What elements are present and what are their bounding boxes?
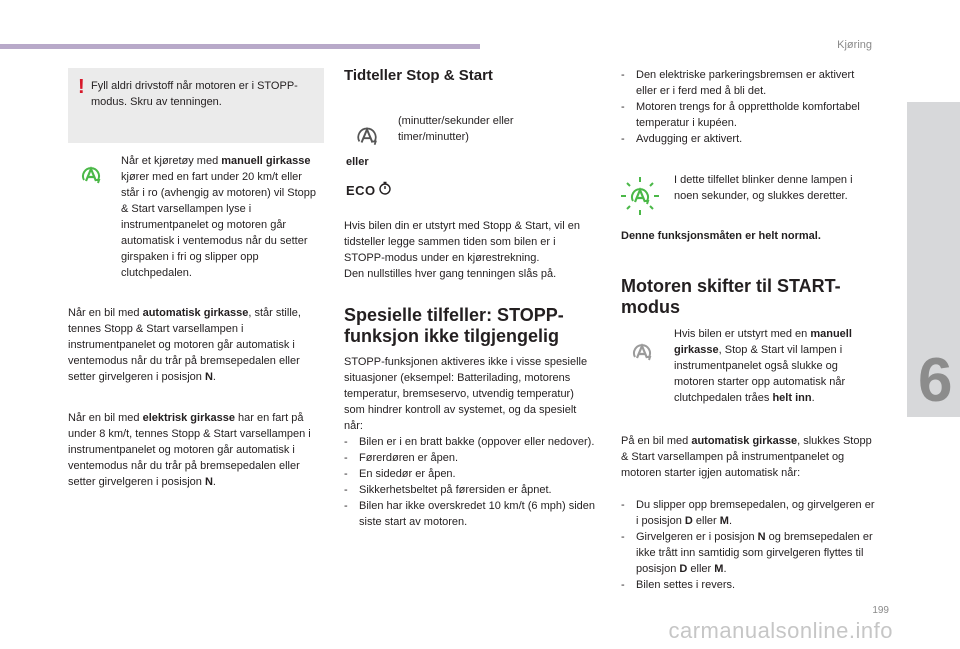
heading-special-cases: Spesielle tilfeller: STOPP-funksjon ikke tilgjengelig	[344, 305, 564, 346]
list-item: - Bilen er i en bratt bakke (oppover eller nedover).	[344, 434, 596, 450]
counter-format-note: (minutter/sekunder eller timer/minutter)	[398, 115, 514, 143]
special-cases-list	[344, 434, 596, 530]
normal-behaviour-note: Denne funksjonsmåten er helt normal.	[621, 230, 821, 242]
stop-start-green-icon	[80, 165, 102, 185]
list-item: - Girvelgeren er i posisjon N og bremsepedalen er ikke trått inn samtidig som girvelgeren flyttes til posisjon D eller M.	[621, 529, 876, 577]
list-item: - Sikkerhetsbeltet på førersiden er åpnet.	[344, 482, 596, 498]
counter-description	[344, 218, 596, 282]
warning-box	[68, 68, 324, 143]
heading-start-mode: Motoren skifter til START-modus	[621, 276, 841, 317]
header-accent-bar	[0, 44, 480, 49]
manual-gearbox-paragraph: Når et kjøretøy med manuell girkasse kjører med en fart under 20 km/t eller står i ro (avhengig av motoren) vil Stopp & Start varsellampen lyse i instrumentpanelet og motoren går automatisk i ventemodus når du setter girspaken i fri og slipper opp clutchpedalen.	[121, 155, 317, 279]
section-title: Kjøring	[837, 39, 872, 51]
exclamation-icon: !	[78, 76, 85, 98]
page-number: 199	[872, 605, 889, 616]
counter-paragraph-2: Den nullstilles hver gang tenningen slås på.	[344, 268, 557, 280]
list-item: - Førerdøren er åpen.	[344, 450, 596, 466]
list-item: - Den elektriske parkeringsbremsen er aktivert eller er i ferd med å bli det.	[621, 67, 876, 99]
list-item: - Avdugging er aktivert.	[621, 131, 876, 147]
stopwatch-icon	[378, 181, 392, 200]
list-item: - En sidedør er åpen.	[344, 466, 596, 482]
counter-paragraph-1: Hvis bilen din er utstyrt med Stopp & Start, vil en tidsteller legge sammen tiden som bilen er i STOPP-modus under en kjørestrekning.	[344, 220, 580, 264]
electric-gearbox-paragraph: Når en bil med elektrisk girkasse har en fart på under 8 km/t, tennes Stopp & Start varsellampen i instrumentpanelet og motoren går automatisk i ventemodus når du trår på bremsepedalen eller setter girvelgeren i posisjon N.	[68, 412, 311, 488]
list-item: - Du slipper opp bremsepedalen, og girvelgeren er i posisjon D eller M.	[621, 497, 876, 529]
stop-start-blinking-icon	[620, 176, 660, 216]
eller-label: eller	[346, 156, 369, 168]
blink-note: I dette tilfellet blinker denne lampen i noen sekunder, og slukkes deretter.	[674, 174, 853, 202]
start-mode-auto-intro: På en bil med automatisk girkasse, slukkes Stopp & Start varsellampen på instrumentpanelet og motoren starter igjen automatisk når:	[621, 435, 872, 479]
stop-start-off-icon	[631, 342, 653, 362]
stop-start-grey-icon	[355, 125, 379, 147]
list-item: - Bilen settes i revers.	[621, 577, 876, 593]
start-mode-manual-paragraph: Hvis bilen er utstyrt med en manuell girkasse, Stop & Start vil lampen i instrumentpanelet også slukke og motoren starter opp automatisk når clutchpedalen tråes helt inn.	[674, 328, 852, 404]
special-cases-list-continued	[621, 67, 876, 147]
eco-indicator	[346, 181, 392, 200]
eco-label: ECO	[346, 183, 376, 198]
automatic-gearbox-paragraph: Når en bil med automatisk girkasse, står stille, tennes Stopp & Start varsellampen i instrumentpanelet og motoren går automatisk i ventemodus når du trår på bremsepedalen eller setter girvelgeren i posisjon N.	[68, 307, 301, 383]
heading-stop-start-counter: Tidteller Stop & Start	[344, 67, 493, 84]
watermark: carmanualsonline.info	[668, 618, 893, 643]
list-item: - Motoren trengs for å opprettholde komfortabel temperatur i kupéen.	[621, 99, 876, 131]
special-cases-intro: STOPP-funksjonen aktiveres ikke i visse spesielle situasjoner (eksempel: Batterilading, motorens temperatur, bremseservo, utvendig temperatur) som hindrer kontroll av systemet, og da spesielt når:	[344, 356, 588, 432]
start-mode-auto-list	[621, 497, 876, 593]
chapter-number: 6	[918, 346, 953, 415]
warning-text: Fyll aldri drivstoff når motoren er i STOPP-modus. Skru av tenningen.	[91, 80, 298, 108]
list-item: - Bilen har ikke overskredet 10 km/t (6 mph) siden siste start av motoren.	[344, 498, 596, 530]
